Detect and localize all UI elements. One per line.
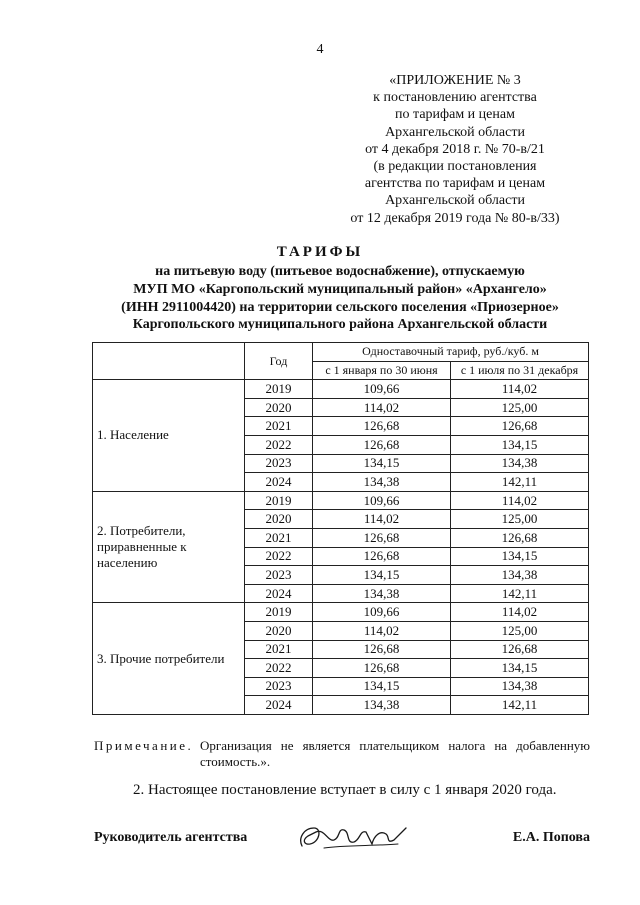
tariff-cell: 134,15 bbox=[313, 677, 451, 696]
tariff-cell: 125,00 bbox=[451, 621, 589, 640]
tariff-cell: 134,15 bbox=[451, 659, 589, 678]
tariff-cell: 126,68 bbox=[313, 547, 451, 566]
tariff-cell: 109,66 bbox=[313, 491, 451, 510]
tariff-cell: 134,38 bbox=[451, 566, 589, 585]
note-label: Примечание. bbox=[94, 738, 194, 753]
year-cell: 2020 bbox=[245, 398, 313, 417]
document-subtitle bbox=[90, 263, 590, 334]
appendix-line: от 12 декабря 2019 года № 80-в/33) bbox=[350, 210, 560, 226]
year-cell: 2022 bbox=[245, 547, 313, 566]
appendix-line: агентства по тарифам и ценам bbox=[364, 176, 546, 192]
tariff-cell: 142,11 bbox=[451, 584, 589, 603]
category-cell: 3. Прочие потребители bbox=[93, 603, 245, 715]
tariff-cell: 134,15 bbox=[451, 547, 589, 566]
header-category-cell bbox=[93, 343, 245, 380]
tariff-cell: 114,02 bbox=[451, 491, 589, 510]
tariff-cell: 134,38 bbox=[313, 473, 451, 492]
year-cell: 2021 bbox=[245, 640, 313, 659]
category-cell: 1. Население bbox=[93, 380, 245, 492]
signature-block bbox=[94, 830, 590, 860]
tariff-table bbox=[92, 342, 589, 715]
effective-clause: 2. Настоящее постановление вступает в силу с 1 января 2020 года. bbox=[133, 782, 557, 798]
year-cell: 2021 bbox=[245, 528, 313, 547]
header-tariff: Одноставочный тариф, руб./куб. м bbox=[313, 343, 589, 362]
tariff-cell: 109,66 bbox=[313, 603, 451, 622]
appendix-line: (в редакции постановления bbox=[373, 159, 537, 175]
tariff-cell: 114,02 bbox=[313, 510, 451, 529]
note-text: Организация не является плательщиком налога на добавленную стоимость.». bbox=[200, 738, 590, 769]
table-header-row bbox=[93, 343, 589, 362]
appendix-line: по тарифам и ценам bbox=[395, 107, 515, 123]
year-cell: 2024 bbox=[245, 696, 313, 715]
tariff-cell: 114,02 bbox=[313, 398, 451, 417]
tariff-cell: 134,15 bbox=[313, 566, 451, 585]
tariff-cell: 134,15 bbox=[313, 454, 451, 473]
year-cell: 2020 bbox=[245, 621, 313, 640]
tariff-cell: 114,02 bbox=[451, 380, 589, 399]
header-year: Год bbox=[245, 343, 313, 380]
subtitle-line: (ИНН 2911004420) на территории сельского поселения «Приозерное» bbox=[121, 299, 559, 315]
signature-mark bbox=[294, 818, 414, 858]
tariff-cell: 134,15 bbox=[451, 435, 589, 454]
tariff-cell: 125,00 bbox=[451, 510, 589, 529]
tariff-cell: 125,00 bbox=[451, 398, 589, 417]
tariff-cell: 126,68 bbox=[451, 417, 589, 436]
tariff-cell: 134,38 bbox=[451, 454, 589, 473]
year-cell: 2021 bbox=[245, 417, 313, 436]
appendix-line: «ПРИЛОЖЕНИЕ № 3 bbox=[389, 73, 521, 88]
year-cell: 2020 bbox=[245, 510, 313, 529]
tariff-cell: 126,68 bbox=[313, 435, 451, 454]
appendix-line: Архангельской области bbox=[385, 193, 525, 209]
signatory-title: Руководитель агентства bbox=[94, 830, 248, 845]
tariff-cell: 114,02 bbox=[313, 621, 451, 640]
appendix-line: Архангельской области bbox=[385, 124, 525, 140]
table-row bbox=[93, 603, 589, 622]
tariff-cell: 126,68 bbox=[313, 417, 451, 436]
tariff-cell: 142,11 bbox=[451, 696, 589, 715]
tariff-cell: 134,38 bbox=[451, 677, 589, 696]
year-cell: 2024 bbox=[245, 473, 313, 492]
year-cell: 2019 bbox=[245, 491, 313, 510]
document-title: ТАРИФЫ bbox=[276, 244, 364, 260]
year-cell: 2019 bbox=[245, 380, 313, 399]
year-cell: 2023 bbox=[245, 677, 313, 696]
subtitle-line: Каргопольского муниципального района Архангельской области bbox=[132, 317, 548, 333]
year-cell: 2022 bbox=[245, 435, 313, 454]
year-cell: 2024 bbox=[245, 584, 313, 603]
category-cell: 2. Потребители, приравненные к населению bbox=[93, 491, 245, 603]
subtitle-line: МУП МО «Каргопольский муниципальный район» «Архангело» bbox=[133, 281, 547, 297]
page-number: 4 bbox=[316, 42, 324, 57]
tariff-cell: 126,68 bbox=[313, 640, 451, 659]
header-period-1: с 1 января по 30 июня bbox=[313, 361, 451, 380]
tariff-cell: 126,68 bbox=[451, 528, 589, 547]
tariff-cell: 126,68 bbox=[313, 659, 451, 678]
header-period-2: с 1 июля по 31 декабря bbox=[451, 361, 589, 380]
tariff-cell: 142,11 bbox=[451, 473, 589, 492]
year-cell: 2023 bbox=[245, 454, 313, 473]
year-cell: 2022 bbox=[245, 659, 313, 678]
table-row bbox=[93, 491, 589, 510]
tariff-cell: 109,66 bbox=[313, 380, 451, 399]
appendix-line: к постановлению агентства bbox=[373, 90, 537, 106]
table-row bbox=[93, 380, 589, 399]
tariff-cell: 126,68 bbox=[313, 528, 451, 547]
appendix-header bbox=[330, 72, 580, 227]
appendix-line: от 4 декабря 2018 г. № 70-в/21 bbox=[365, 141, 545, 157]
year-cell: 2019 bbox=[245, 603, 313, 622]
tariff-cell: 114,02 bbox=[451, 603, 589, 622]
tariff-cell: 134,38 bbox=[313, 696, 451, 715]
signatory-name: Е.А. Попова bbox=[512, 830, 590, 845]
tariff-cell: 126,68 bbox=[451, 640, 589, 659]
year-cell: 2023 bbox=[245, 566, 313, 585]
tariff-cell: 134,38 bbox=[313, 584, 451, 603]
subtitle-line: на питьевую воду (питьевое водоснабжение), отпускаемую bbox=[155, 264, 525, 279]
